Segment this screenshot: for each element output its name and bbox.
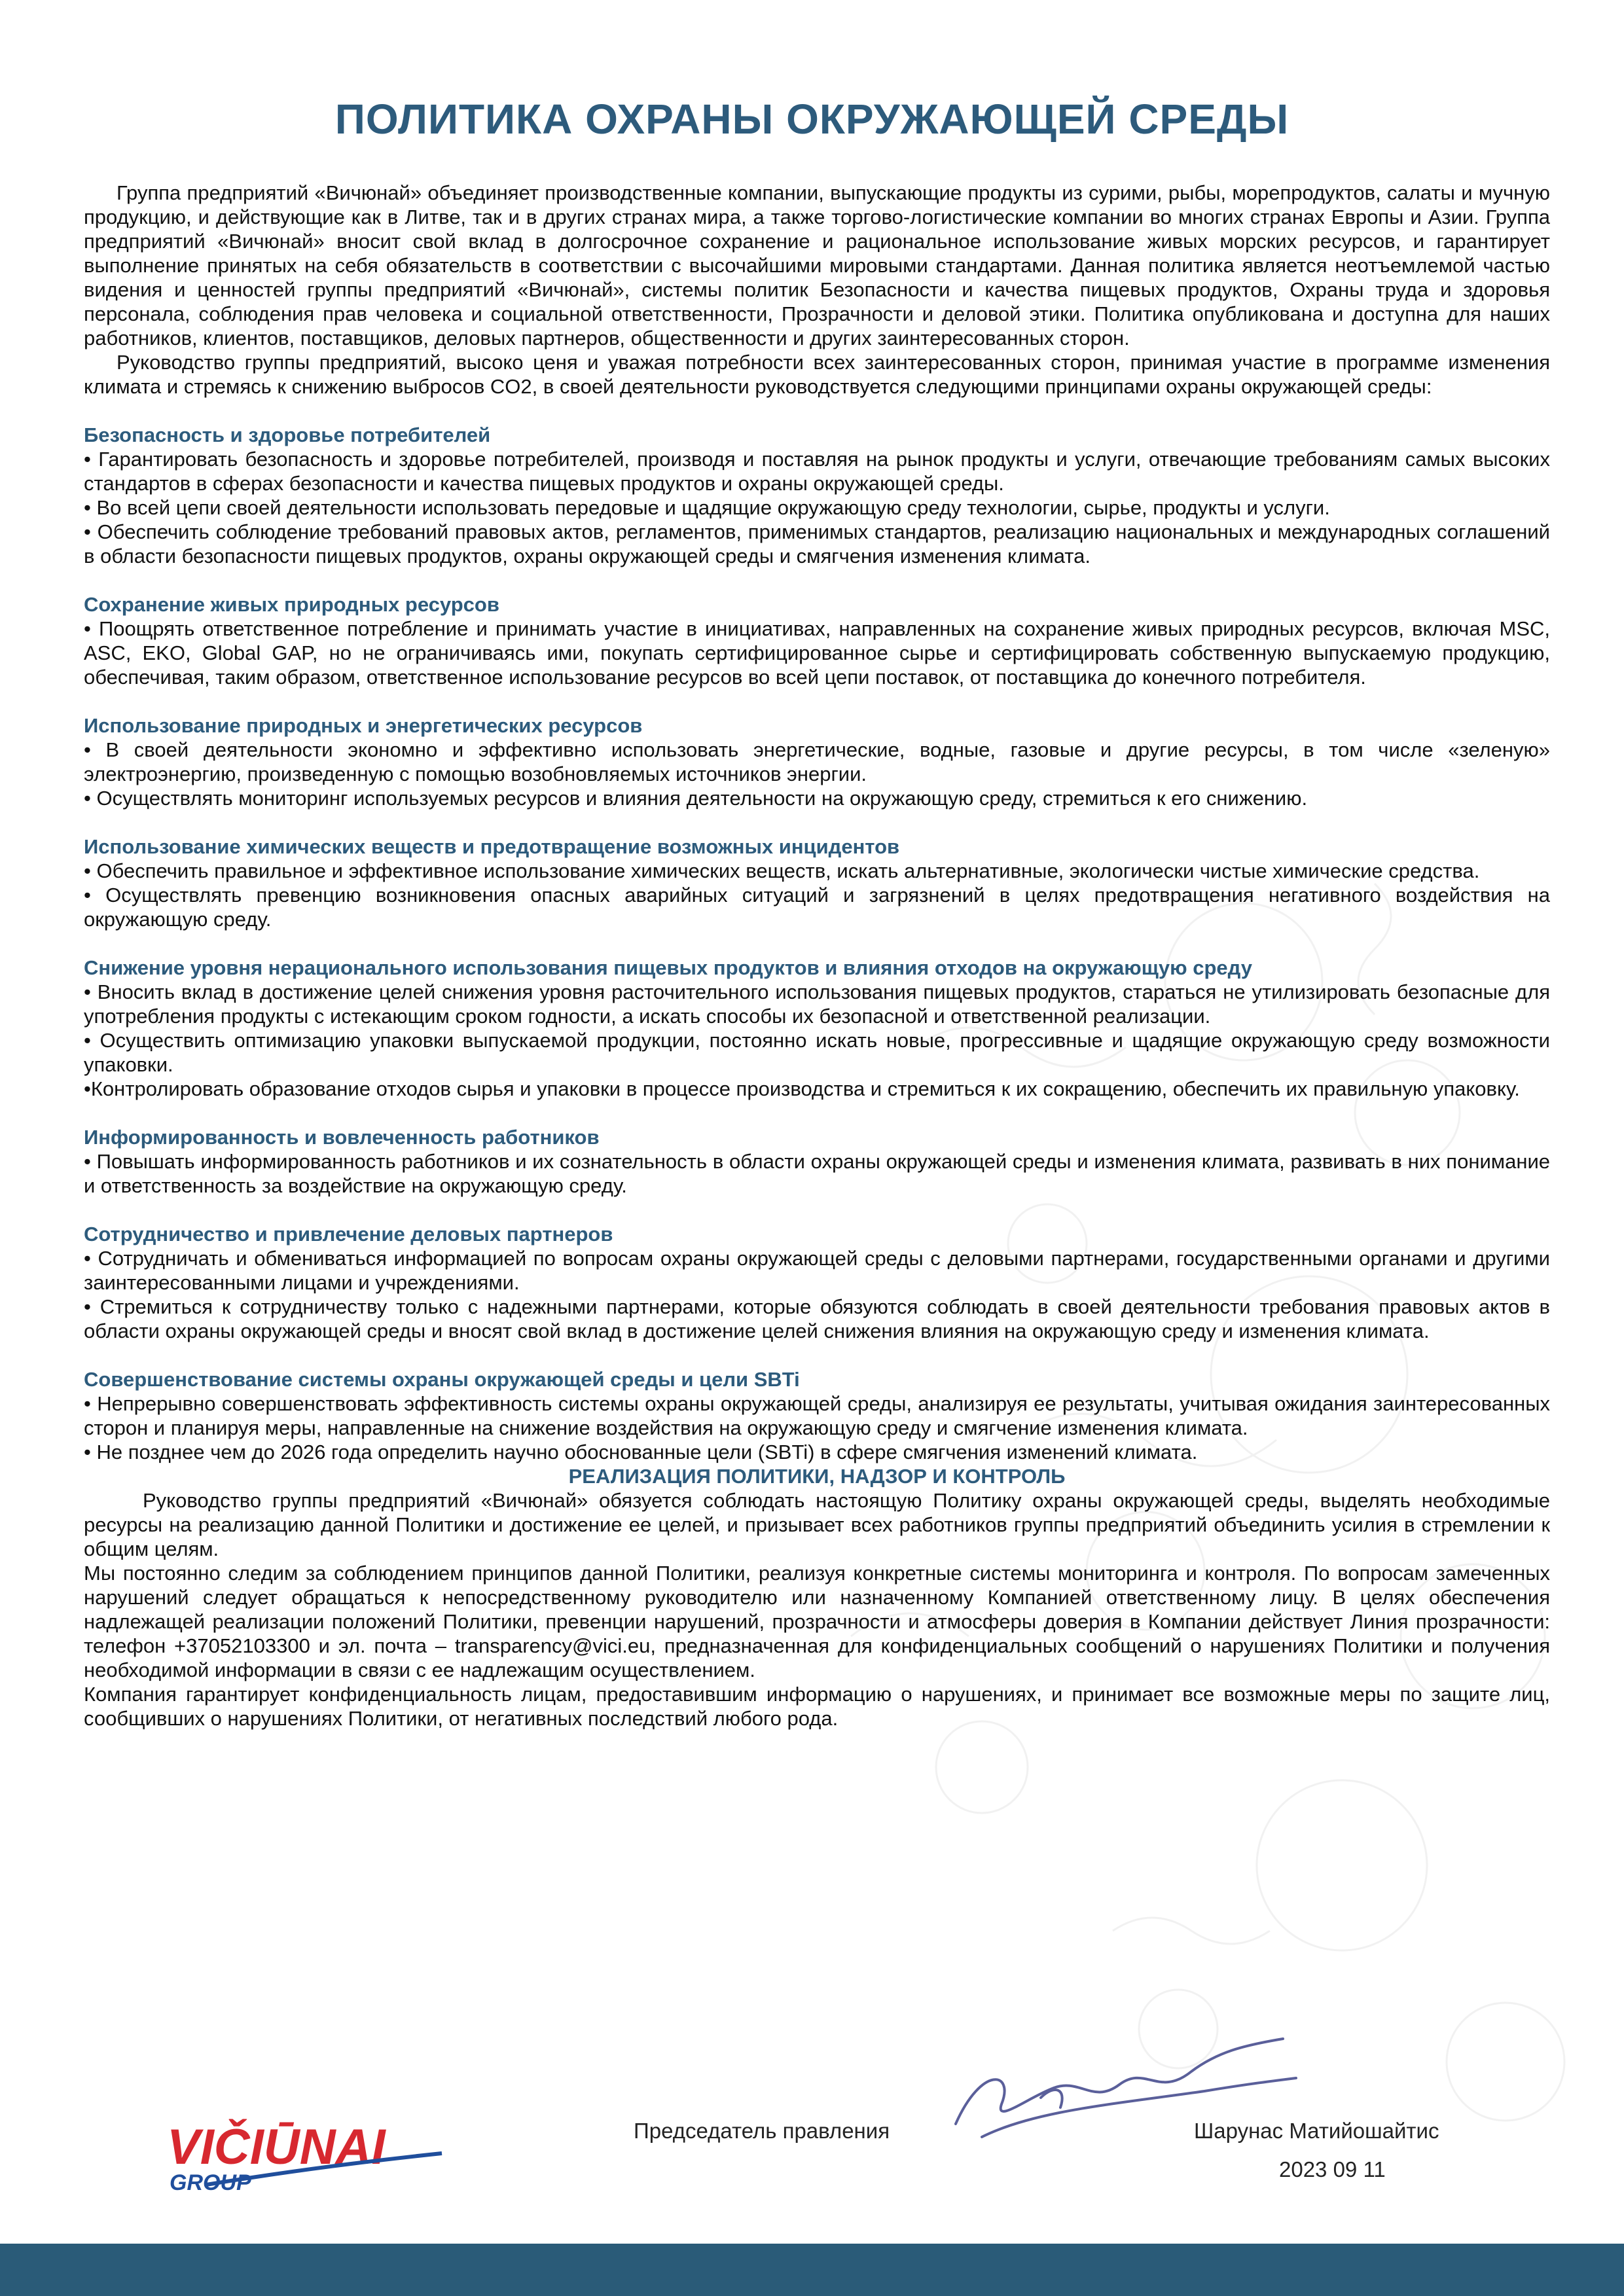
section-title: Информированность и вовлеченность работников — [84, 1126, 600, 1149]
bullet-item: • Осуществлять превенцию возникновения опасных аварийных ситуаций и загрязнений в целях предотвращения негативного воздействия на окружающую среду. — [84, 884, 1550, 931]
bullet-item: • Осуществлять мониторинг используемых ресурсов и влияния деятельности на окружающую среду, стремиться к его снижению. — [84, 787, 1308, 810]
vicunai-group-logo — [167, 2113, 448, 2198]
policy-body — [84, 181, 1550, 1731]
bullet-item: • В своей деятельности экономно и эффективно использовать энергетические, водные, газовые и другие ресурсы, в том числе «зеленую» электроэнергию, произведенную с помощью возобновляемых источников энергии. — [84, 738, 1550, 785]
bullet-item: • Осуществить оптимизацию упаковки выпускаемой продукции, постоянно искать новые, прогрессивные и щадящие окружающую среду возможности упаковки. — [84, 1029, 1550, 1076]
page-title: ПОЛИТИКА ОХРАНЫ ОКРУЖАЮЩЕЙ СРЕДЫ — [334, 96, 1290, 143]
section-chemicals — [84, 834, 1550, 931]
bullet-item: • Повышать информированность работников и их сознательность в области охраны окружающей среды и изменения климата, развивать в них понимание и ответственность за воздействие на окружающую среду. — [84, 1150, 1550, 1197]
section-living-resources — [84, 592, 1550, 689]
bullet-item: • Стремиться к сотрудничеству только с надежными партнерами, которые обязуются соблюдать в своей деятельности требования правовых актов в области охраны окружающей среды и вносят свой вклад в достижение целей снижения влияния на окружающую среду и изменения климата. — [84, 1295, 1550, 1342]
section-employee-awareness — [84, 1125, 1550, 1198]
signatory-name: Шарунас Матийошайтис — [1194, 2119, 1439, 2143]
section-business-partners — [84, 1222, 1550, 1343]
signature-date: 2023 09 11 — [1279, 2157, 1386, 2181]
bullet-item: • Непрерывно совершенствовать эффективность системы охраны окружающей среды, анализируя ее результаты, учитывая ожидания заинтересованных сторон и планируя меры, направленные на снижение воздействия на окружающую среду и смягчение изменения климата. — [84, 1392, 1550, 1439]
bullet-item: • Обеспечить соблюдение требований правовых актов, регламентов, применимых стандартов, реализацию национальных и международных соглашений в области безопасности пищевых продуктов, охраны окружающей среды и смягчения изменения климата. — [84, 520, 1550, 567]
bullet-item: •Контролировать образование отходов сырья и упаковки в процессе производства и стремиться к их сокращению, обеспечить их правильную упаковку. — [84, 1077, 1520, 1100]
bullet-item: • Обеспечить правильное и эффективное использование химических веществ, искать альтернативные, экологически чистые химические средства. — [84, 859, 1480, 882]
section-energy-resources — [84, 713, 1550, 810]
logo-subtitle: GROUP — [170, 2170, 251, 2195]
implementation-heading: РЕАЛИЗАЦИЯ ПОЛИТИКИ, НАДЗОР И КОНТРОЛЬ — [568, 1465, 1066, 1488]
section-title: Использование химических веществ и предотвращение возможных инцидентов — [84, 835, 900, 858]
section-sbti — [84, 1367, 1550, 1464]
bullet-item: • Вносить вклад в достижение целей снижения уровня расточительного использования пищевых продуктов, стараться не утилизировать безопасные для употребления продукты с истекающим сроком годности, а искать способы их безопасной и ответственной реализации. — [84, 980, 1550, 1028]
section-consumer-safety — [84, 423, 1550, 568]
section-title: Снижение уровня нерационального использования пищевых продуктов и влияния отходов на окружающую среду — [84, 956, 1252, 979]
footer-bar — [0, 2244, 1624, 2296]
section-title: Совершенствование системы охраны окружающей среды и цели SBTi — [84, 1368, 800, 1391]
section-title: Сотрудничество и привлечение деловых партнеров — [84, 1223, 613, 1246]
bullet-item: • Сотрудничать и обмениваться информацией по вопросам охраны окружающей среды с деловыми партнерами, государственными органами и другими заинтересованными лицами и учреждениями. — [84, 1247, 1550, 1294]
bullet-item: • Во всей цепи своей деятельности использовать передовые и щадящие окружающую среду технологии, сырье, продукты и услуги. — [84, 496, 1330, 519]
bullet-item: • Гарантировать безопасность и здоровье потребителей, производя и поставляя на рынок продукты и услуги, отвечающие требованиям самых высоких стандартов в сферах безопасности и качества пищевых продуктов и охраны окружающей среды. — [84, 448, 1550, 495]
section-title: Использование природных и энергетических ресурсов — [84, 714, 643, 737]
signatory-role: Председатель правления — [634, 2119, 890, 2143]
bullet-item: • Поощрять ответственное потребление и принимать участие в инициативах, направленных на сохранение живых природных ресурсов, включая MSC, ASC, EKO, Global GAP, но не ограничиваясь ими, покупать сертифицированное сырье и сертифицировать собственную выпускаемую продукцию, обеспечивая, таким образом, ответственное использование ресурсов во всей цепи поставок, от поставщика до конечного потребителя. — [84, 617, 1550, 689]
section-title: Сохранение живых природных ресурсов — [84, 593, 499, 616]
logo-wordmark: VIČIŪNAI — [167, 2119, 386, 2175]
implementation-paragraph: Мы постоянно следим за соблюдением принципов данной Политики, реализуя конкретные системы мониторинга и контроля. По вопросам замеченных нарушений следует обращаться к непосредственному руководителю или назначенному Компанией ответственному лицу. В целях обеспечения надлежащей реализации положений Политики, превенции нарушений, прозрачности и атмосферы доверия в Компании действует Линия прозрачности: телефон +37052103300 и эл. почта – transparency@vici.eu, предназначенная для конфиденциальных сообщений о нарушениях Политики и получения необходимой информации в связи с ее надлежащим осуществлением. — [84, 1562, 1550, 1681]
intro-paragraph-1: Группа предприятий «Вичюнай» объединяет производственные компании, выпускающие продукты из сурими, рыбы, морепродуктов, салаты и мучную продукцию, и действующие как в Литве, так и в других странах мира, а также торгово-логистические компании во многих странах Европы и Азии. Группа предприятий «Вичюнай» вносит свой вклад в долгосрочное сохранение и рациональное использование живых морских ресурсов, и гарантирует выполнение принятых на себя обязательств в соответствии с высочайшими мировыми стандартами. Данная политика является неотъемлемой частью видения и ценностей группы предприятий «Вичюнай», системы политик Безопасности и качества пищевых продуктов, Охраны труда и здоровья персонала, соблюдения прав человека и социальной ответственности, Прозрачности и деловой этики. Политика опубликована и доступна для наших работников, клиентов, поставщиков, деловых партнеров, общественности и других заинтересованных сторон. — [84, 181, 1550, 350]
implementation-paragraph: Компания гарантирует конфиденциальность лицам, предоставившим информацию о нарушениях, и принимает все возможные меры по защите лиц, сообщивших о нарушениях Политики, от негативных последствий любого рода. — [84, 1683, 1550, 1730]
section-title: Безопасность и здоровье потребителей — [84, 423, 491, 446]
bullet-item: • Не позднее чем до 2026 года определить научно обоснованные цели (SBTi) в сфере смягчения изменений климата. — [84, 1441, 1198, 1463]
implementation-paragraph: Руководство группы предприятий «Вичюнай» обязуется соблюдать настоящую Политику охраны окружающей среды, выделять необходимые ресурсы на реализацию данной Политики и достижение ее целей, и призывает всех работников группы предприятий объединить усилия в стремлении к общим целям. — [84, 1489, 1550, 1560]
intro-paragraph-2: Руководство группы предприятий, высоко ценя и уважая потребности всех заинтересованных сторон, принимая участие в программе изменения климата и стремясь к снижению выбросов CO2, в своей деятельности руководствуется следующими принципами охраны окружающей среды: — [84, 351, 1550, 398]
section-food-waste — [84, 956, 1550, 1101]
